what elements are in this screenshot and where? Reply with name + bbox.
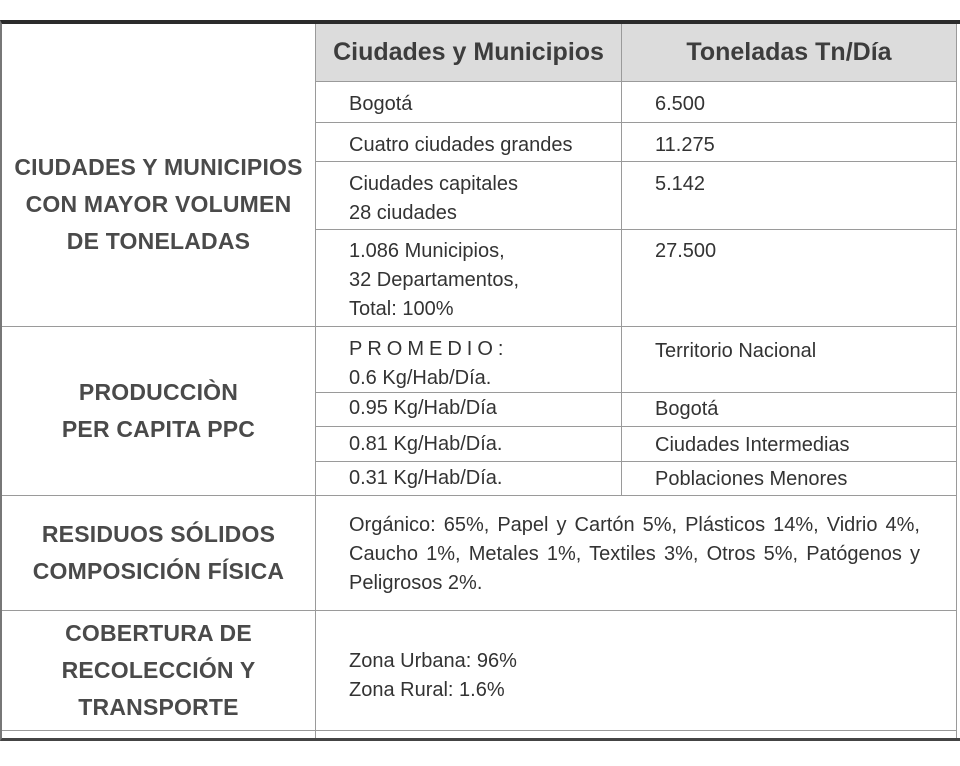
section-label-line: TRANSPORTE: [78, 694, 239, 720]
table-cell-name: [316, 329, 621, 391]
row-divider: [316, 392, 957, 393]
section-label-line: DE TONELADAS: [66, 227, 251, 254]
table-cell-name: Ciudades capitales 28 ciudades: [349, 173, 518, 224]
table-cell-value: 11.275: [655, 134, 715, 156]
section-label-line: CON MAYOR VOLUMEN: [25, 190, 292, 217]
section-label-line: RECOLECCIÓN Y: [61, 657, 256, 683]
section-label-line: CIUDADES Y MUNICIPIOS: [14, 153, 303, 180]
column-header-cities-label: Ciudades y Municipios: [333, 38, 604, 66]
coverage-text: Zona Urbana: 96% Zona Rural: 1.6%: [349, 650, 517, 701]
table-cell-value: Territorio Nacional: [655, 340, 817, 362]
table-right-border: [956, 24, 957, 738]
column-header-cities: [316, 24, 621, 81]
table-cell-value: 27.500: [655, 240, 717, 262]
section-divider: [2, 326, 957, 327]
table-cell-name: Bogotá: [349, 93, 413, 115]
table-cell-value: Poblaciones Menores: [655, 468, 848, 490]
column-header-tons-label: Toneladas Tn/Día: [686, 38, 892, 66]
section-divider: [2, 730, 957, 731]
row-divider: [316, 426, 957, 427]
table-cell-value: Ciudades Intermedias: [655, 434, 850, 456]
table-cell-name: Cuatro ciudades grandes: [349, 134, 573, 156]
section-label-line: PER CAPITA PPC: [61, 416, 256, 442]
table-cell-value: 5.142: [655, 173, 706, 195]
section-label-volume: [2, 82, 315, 326]
composition-text: Orgánico: 65%, Papel y Cartón 5%, Plásticos 14%, Vidrio 4%, Caucho 1%, Metales 1%, Textiles 3%, Otros 5%, Patógenos y Peligrosos 2%.: [349, 514, 920, 594]
row-divider: [316, 161, 957, 162]
section-divider: [2, 495, 957, 496]
section-divider: [2, 610, 957, 611]
row-divider: [316, 122, 957, 123]
average-value: 0.6 Kg/Hab/Día.: [349, 367, 492, 389]
table-cell-name: 0.81 Kg/Hab/Día.: [349, 433, 503, 455]
row-divider: [316, 461, 957, 462]
section-label-per-capita: [2, 327, 315, 495]
average-heading: PROMEDIO:: [349, 338, 509, 360]
section-label-line: RESIDUOS SÓLIDOS: [41, 521, 276, 547]
table-cell-name: 0.31 Kg/Hab/Día.: [349, 467, 503, 489]
column-divider: [315, 24, 316, 738]
table-cell-name: 0.95 Kg/Hab/Día: [349, 397, 497, 419]
section-label-composition: [2, 496, 315, 610]
table-cell-value: 6.500: [655, 93, 706, 115]
row-divider: [316, 229, 957, 230]
section-label-line: COMPOSICIÓN FÍSICA: [32, 558, 285, 584]
section-label-line: PRODUCCIÒN: [78, 379, 239, 405]
column-header-tons: [622, 24, 956, 81]
row-divider: [316, 81, 957, 82]
section-label-coverage: [2, 611, 315, 730]
table-cell-value: Bogotá: [655, 398, 719, 420]
table-cell-name: 1.086 Municipios, 32 Departamentos, Total: 100%: [349, 240, 520, 320]
section-label-line: COBERTURA DE: [65, 620, 252, 646]
